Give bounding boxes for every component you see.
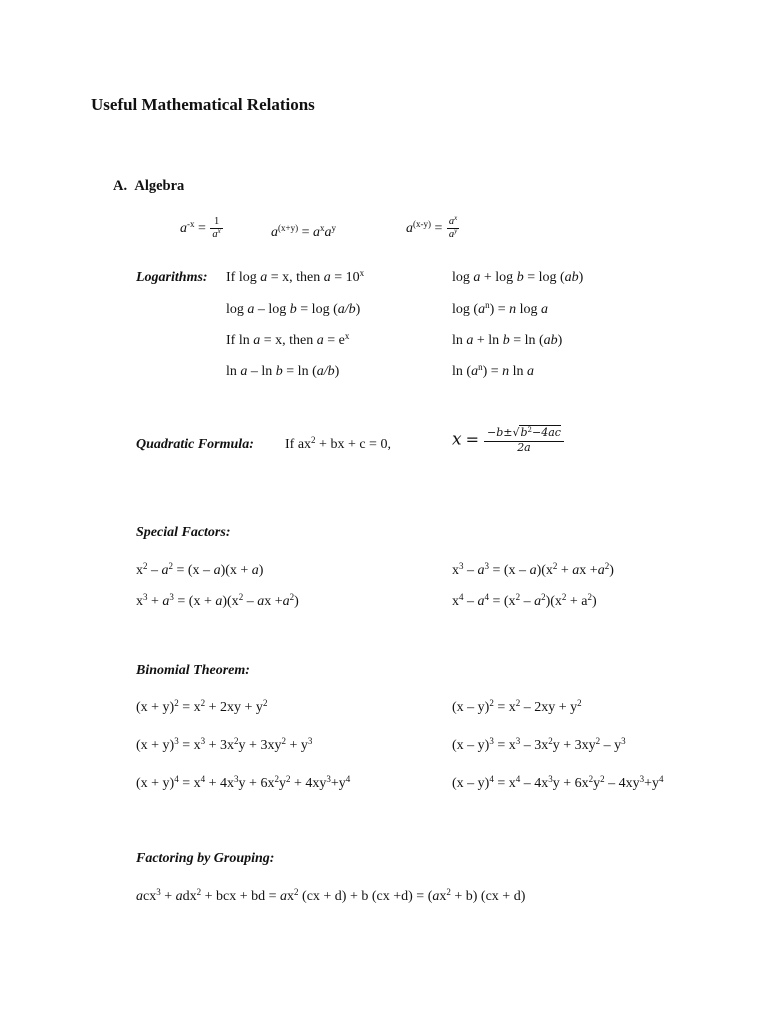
ln-rule-product: ln a + ln b = ln (ab)	[452, 333, 563, 348]
grouping-label: Factoring by Grouping:	[136, 851, 275, 866]
binomial-fourth-sum: $(x + y)^4 = x^4 + 4x^3y + 6x^2y^2 + 4xy^3+y^4$	[136, 774, 351, 791]
binomial-label: Binomial Theorem:	[136, 663, 250, 678]
log-rule-definition: If log a = x, then $a = 10^x$	[226, 268, 365, 285]
log-rule-product: log a + log b = log (ab)	[452, 270, 584, 285]
grouping-equation: acx$^3$ + adx$^2$ + bcx + bd = $ax^2$ (cx + d) + b $(cx +d) = (ax^2 + b) (cx + d)$	[136, 887, 526, 904]
binomial-square-difference: $(x - y)^2 = x^2 - 2xy + y^2$	[452, 698, 582, 715]
exponent-rule-difference: $a^{(x-y)}$ = $\frac{a^x}{a^y}$	[406, 214, 458, 241]
quadratic-label: Quadratic Formula:	[136, 437, 254, 452]
binomial-cube-sum: $(x + y)^3 = x^3 + 3x^2y + 3xy^2 + y^3$	[136, 736, 313, 753]
ln-rule-quotient: ln a – ln b = ln (a/b)	[226, 364, 340, 379]
difference-of-cubes: $x^3 - a^3 = (x - a)(x^2$ + ax $+a^2$)	[452, 561, 614, 578]
binomial-square-sum: $(x + y)^2 = x^2 + 2xy + y^2$	[136, 698, 268, 715]
section-a-heading	[113, 179, 184, 194]
difference-of-fourth-powers: $x^4 - a^4 = (x^2 - a^2)(x^2 + a^2)$	[452, 592, 597, 609]
section-marker: A.	[113, 178, 128, 194]
log-rule-quotient: log a – log b = log (a/b)	[226, 302, 361, 317]
quadratic-formula: x = $\frac{-b\pm√b^2-4ac}{2a}$	[452, 427, 565, 454]
fraction: $\frac{-b\pm√b^2-4ac}{2a}$	[484, 427, 564, 454]
binomial-fourth-difference: $(x - y)^4 = x^4 - 4x^3y + 6x^2y^2 - 4xy^3+y^4$	[452, 774, 664, 791]
fraction: $\frac{1}{a^x}$	[212, 216, 221, 241]
binomial-cube-difference: $(x - y)^3 = x^3 - 3x^2y + 3xy^2 - y^3$	[452, 736, 626, 753]
logarithms-label: Logarithms:	[136, 270, 208, 285]
fraction: $\frac{a^x}{a^y}$	[448, 214, 458, 241]
ln-rule-definition: If ln a = x, then $a = e^x$	[226, 331, 350, 348]
exponent-rule-negative: $a^{-x}$ = $\frac{1}{a^x}$	[180, 216, 221, 241]
exponent-rule-sum: $a^{(x+y)} = a^xa^y$	[271, 223, 336, 240]
difference-of-squares: $x^2 - a^2 = (x - a)(x + a)$	[136, 561, 264, 578]
page-title: Useful Mathematical Relations	[91, 95, 315, 114]
section-title: Algebra	[134, 178, 185, 194]
quadratic-condition: If $ax^2$ + bx + c = 0,	[285, 435, 391, 452]
sum-of-cubes: $x^3 + a^3 = (x + a)(x^2$ – ax $+a^2$)	[136, 592, 299, 609]
log-rule-power: $\log (a^n) = n$ log a	[452, 300, 549, 317]
special-factors-label: Special Factors:	[136, 525, 231, 540]
ln-rule-power: $\ln (a^n) = n$ ln a	[452, 362, 535, 379]
